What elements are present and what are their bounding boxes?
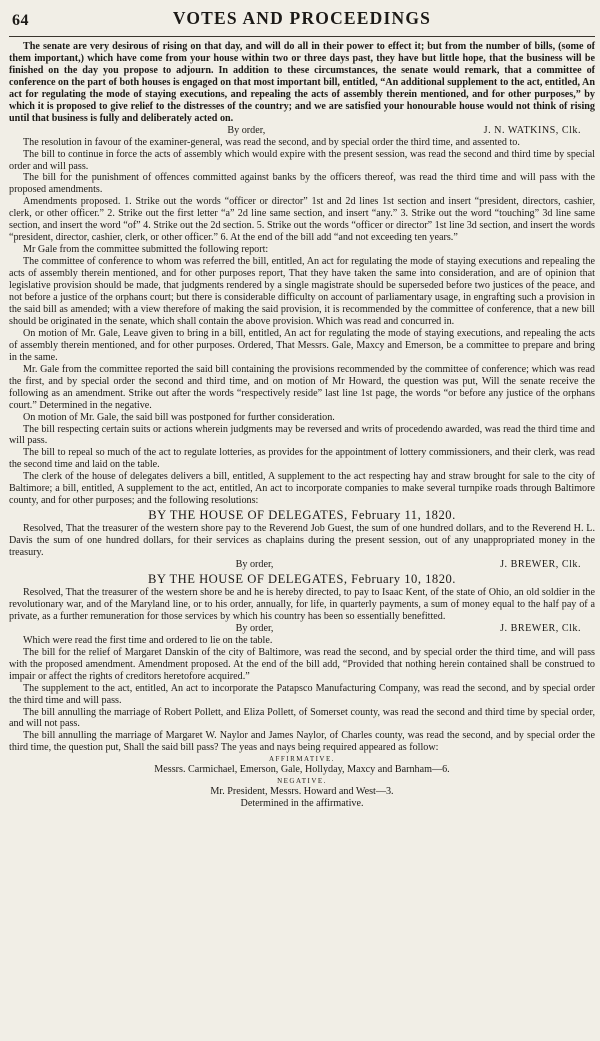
paragraph: Mr. Gale from the committee reported the said bill containing the provisions recommended by the committee of conference; which was read the first, and by special order the second and third time, and on motion of Mr Howard, the question was put, Will the senate receive the following as an amendment. Strike out after the words “respectively reside” last line 1st page, the words “or before any justice of the orphans court.” Determined in the negative.	[9, 363, 595, 411]
paragraph: The bill respecting certain suits or actions wherein judgments may be reversed and writs of procedendo awarded, was read the third time and will pass.	[9, 423, 595, 447]
signature-order: By order,	[227, 124, 266, 136]
paragraph: The bill to continue in force the acts of assembly which would expire with the present session, was read the second and third time by special order and will pass.	[9, 148, 595, 172]
paragraph: The supplement to the act, entitled, An act to incorporate the Patapsco Manufacturing Company, was read the second, and by special order the third time and will pass.	[9, 682, 595, 706]
signature-name: J. N. WATKINS, Clk.	[483, 124, 581, 136]
paragraph: The resolution in favour of the examiner-general, was read the second, and by special order the third time, and assented to.	[23, 136, 520, 148]
paragraph: The bill for the punishment of offences committed against banks by the officers thereof, was read the third time and will pass with the proposed amendments.	[9, 172, 595, 196]
paragraph: On motion of Mr. Gale, Leave given to bring in a bill, entitled, An act for regulating the mode of staying executions, and repealing the acts of assembly therein mentioned, and for other purposes. Ordered, That Messrs. Gale, Maxcy and Emerson, be a committee to prepare and bring in the same.	[9, 327, 595, 363]
affirmative-names: Messrs. Carmichael, Emerson, Gale, Hollyday, Maxcy and Barnham—6.	[154, 764, 450, 776]
paragraph: The bill to repeal so much of the act to regulate lotteries, as provides for the appointment of lottery commissioners, and their clerk, was read the second time and laid on the table.	[9, 447, 595, 471]
document-body	[9, 41, 595, 810]
resolution-heading: BY THE HOUSE OF DELEGATES, February 10, 1820.	[148, 571, 456, 586]
signature-name: J. BREWER, Clk.	[500, 622, 581, 634]
paragraph: The clerk of the house of delegates delivers a bill, entitled, A supplement to the act respecting hay and straw brought for sale to the city of Baltimore; a bill, entitled, A supplement to the act, entitled, An act to incorporate companies to make several turnpike roads through Baltimore county, and for other purposes; and the following resolutions:	[9, 471, 595, 507]
paragraph: On motion of Mr. Gale, the said bill was postponed for further consideration.	[23, 411, 335, 423]
running-title: VOTES AND PROCEEDINGS	[172, 8, 432, 28]
paragraph: Mr Gale from the committee submitted the following report:	[23, 244, 269, 256]
header-rule	[9, 36, 595, 37]
signature-order: By order,	[235, 559, 274, 571]
negative-names: Mr. President, Messrs. Howard and West—3.	[210, 786, 394, 798]
vote-result: Determined in the affirmative.	[240, 798, 364, 810]
paragraph: The senate are very desirous of rising on that day, and will do all in their power to effect it; but from the number of bills, (some of them important,) which have come from your house within two or three days past, they have but little hope, that the business will be finished on the day you propose to adjourn. In addition to these circumstances, the senate would remark, that a committee of conference on the part of both houses is engaged on that most important bill, entitled, “An additional supplement to the act, entitled, An act for regulating the mode of staying executions, and repealing the acts of assembly therein mentioned, and for other purposes,” by which it is proposed to give relief to the distresses of the country; and we are satisfied your honourable house would not think of rising until that business is fully and deliberately acted on.	[9, 41, 595, 124]
page-number: 64	[12, 12, 29, 29]
paragraph: The bill annulling the marriage of Robert Pollett, and Eliza Pollett, of Somerset county, was read the second and third time by special order, and will not pass.	[9, 706, 595, 730]
paragraph: Amendments proposed. 1. Strike out the words “officer or director” 1st and 2d lines 1st section and insert “president, directors, cashier, clerk, or other officer.” 2. Strike out the first letter “a” 2d line same section, and insert “any.” 3. Strike out the word “touching” 3d line same section, and insert the word “of” 4. Strike out the 2d section. 5. Strike out the words “officer or director” 1st line 3d section, and insert the words “president, director, cashier, clerk, or other officer.” 6. At the end of the bill add “and not exceeding ten years.”	[9, 196, 595, 244]
affirmative-label: AFFIRMATIVE.	[268, 755, 336, 764]
signature-block	[9, 623, 595, 635]
resolution-text: Resolved, That the treasurer of the western shore pay to the Reverend Job Guest, the sum of one hundred dollars, and to the Reverend H. L. Davis the sum of one hundred dollars, for their services as chaplains during the present session, out of any unappropriated money in the treasury.	[9, 523, 595, 559]
page-header	[9, 4, 595, 34]
paragraph: The committee of conference to whom was referred the bill, entitled, An act for regulating the mode of staying executions and repealing the acts of assembly therein mentioned, and for other purposes report, That they have taken the same into consideration, and are of opinion that legislative provision should be made, that judgments rendered by a single magistrate should be superseded before two justices of the peace, and not before a justice of the orphans court; but there is considerable difficulty on account of parliamentary usage, in engrafting such a provision in the said bill as amended; with a view therefore of making the said provision, it is recommended by the committee of conference, that a new bill should be originated in the senate, which shall contain the above provision. Which was read and concurred in.	[9, 256, 595, 327]
resolution-text: Resolved, That the treasurer of the western shore be and he is hereby directed, to pay to Isaac Kent, of the state of Ohio, an old soldier in the revolutionary war, and of the Maryland line, or to his order, annually, for life, in quarterly payments, a sum of money equal to the half pay of a private, as a further remuneration for those services by which his country has been so essentially benefitted.	[9, 586, 595, 622]
signature-name: J. BREWER, Clk.	[500, 559, 581, 571]
paragraph: Which were read the first time and ordered to lie on the table.	[23, 634, 273, 646]
signature-block	[9, 125, 595, 137]
paragraph: The bill annulling the marriage of Margaret W. Naylor and James Naylor, of Charles county, was read the second, and by special order the third time, the question put, Shall the said bill pass? The yeas and nays being required appeared as follow:	[9, 730, 595, 754]
signature-block	[9, 559, 595, 571]
signature-order: By order,	[235, 622, 274, 634]
negative-label: NEGATIVE.	[277, 777, 327, 786]
resolution-heading: BY THE HOUSE OF DELEGATES, February 11, 1820.	[148, 508, 456, 523]
paragraph: The bill for the relief of Margaret Danskin of the city of Baltimore, was read the second, and by special order the third time, and will pass with the proposed amendment. Amendment proposed. At the end of the bill add, “Provided that nothing herein contained shall be construed to impair or affect the rights of creditors heretofore acquired.”	[9, 646, 595, 682]
